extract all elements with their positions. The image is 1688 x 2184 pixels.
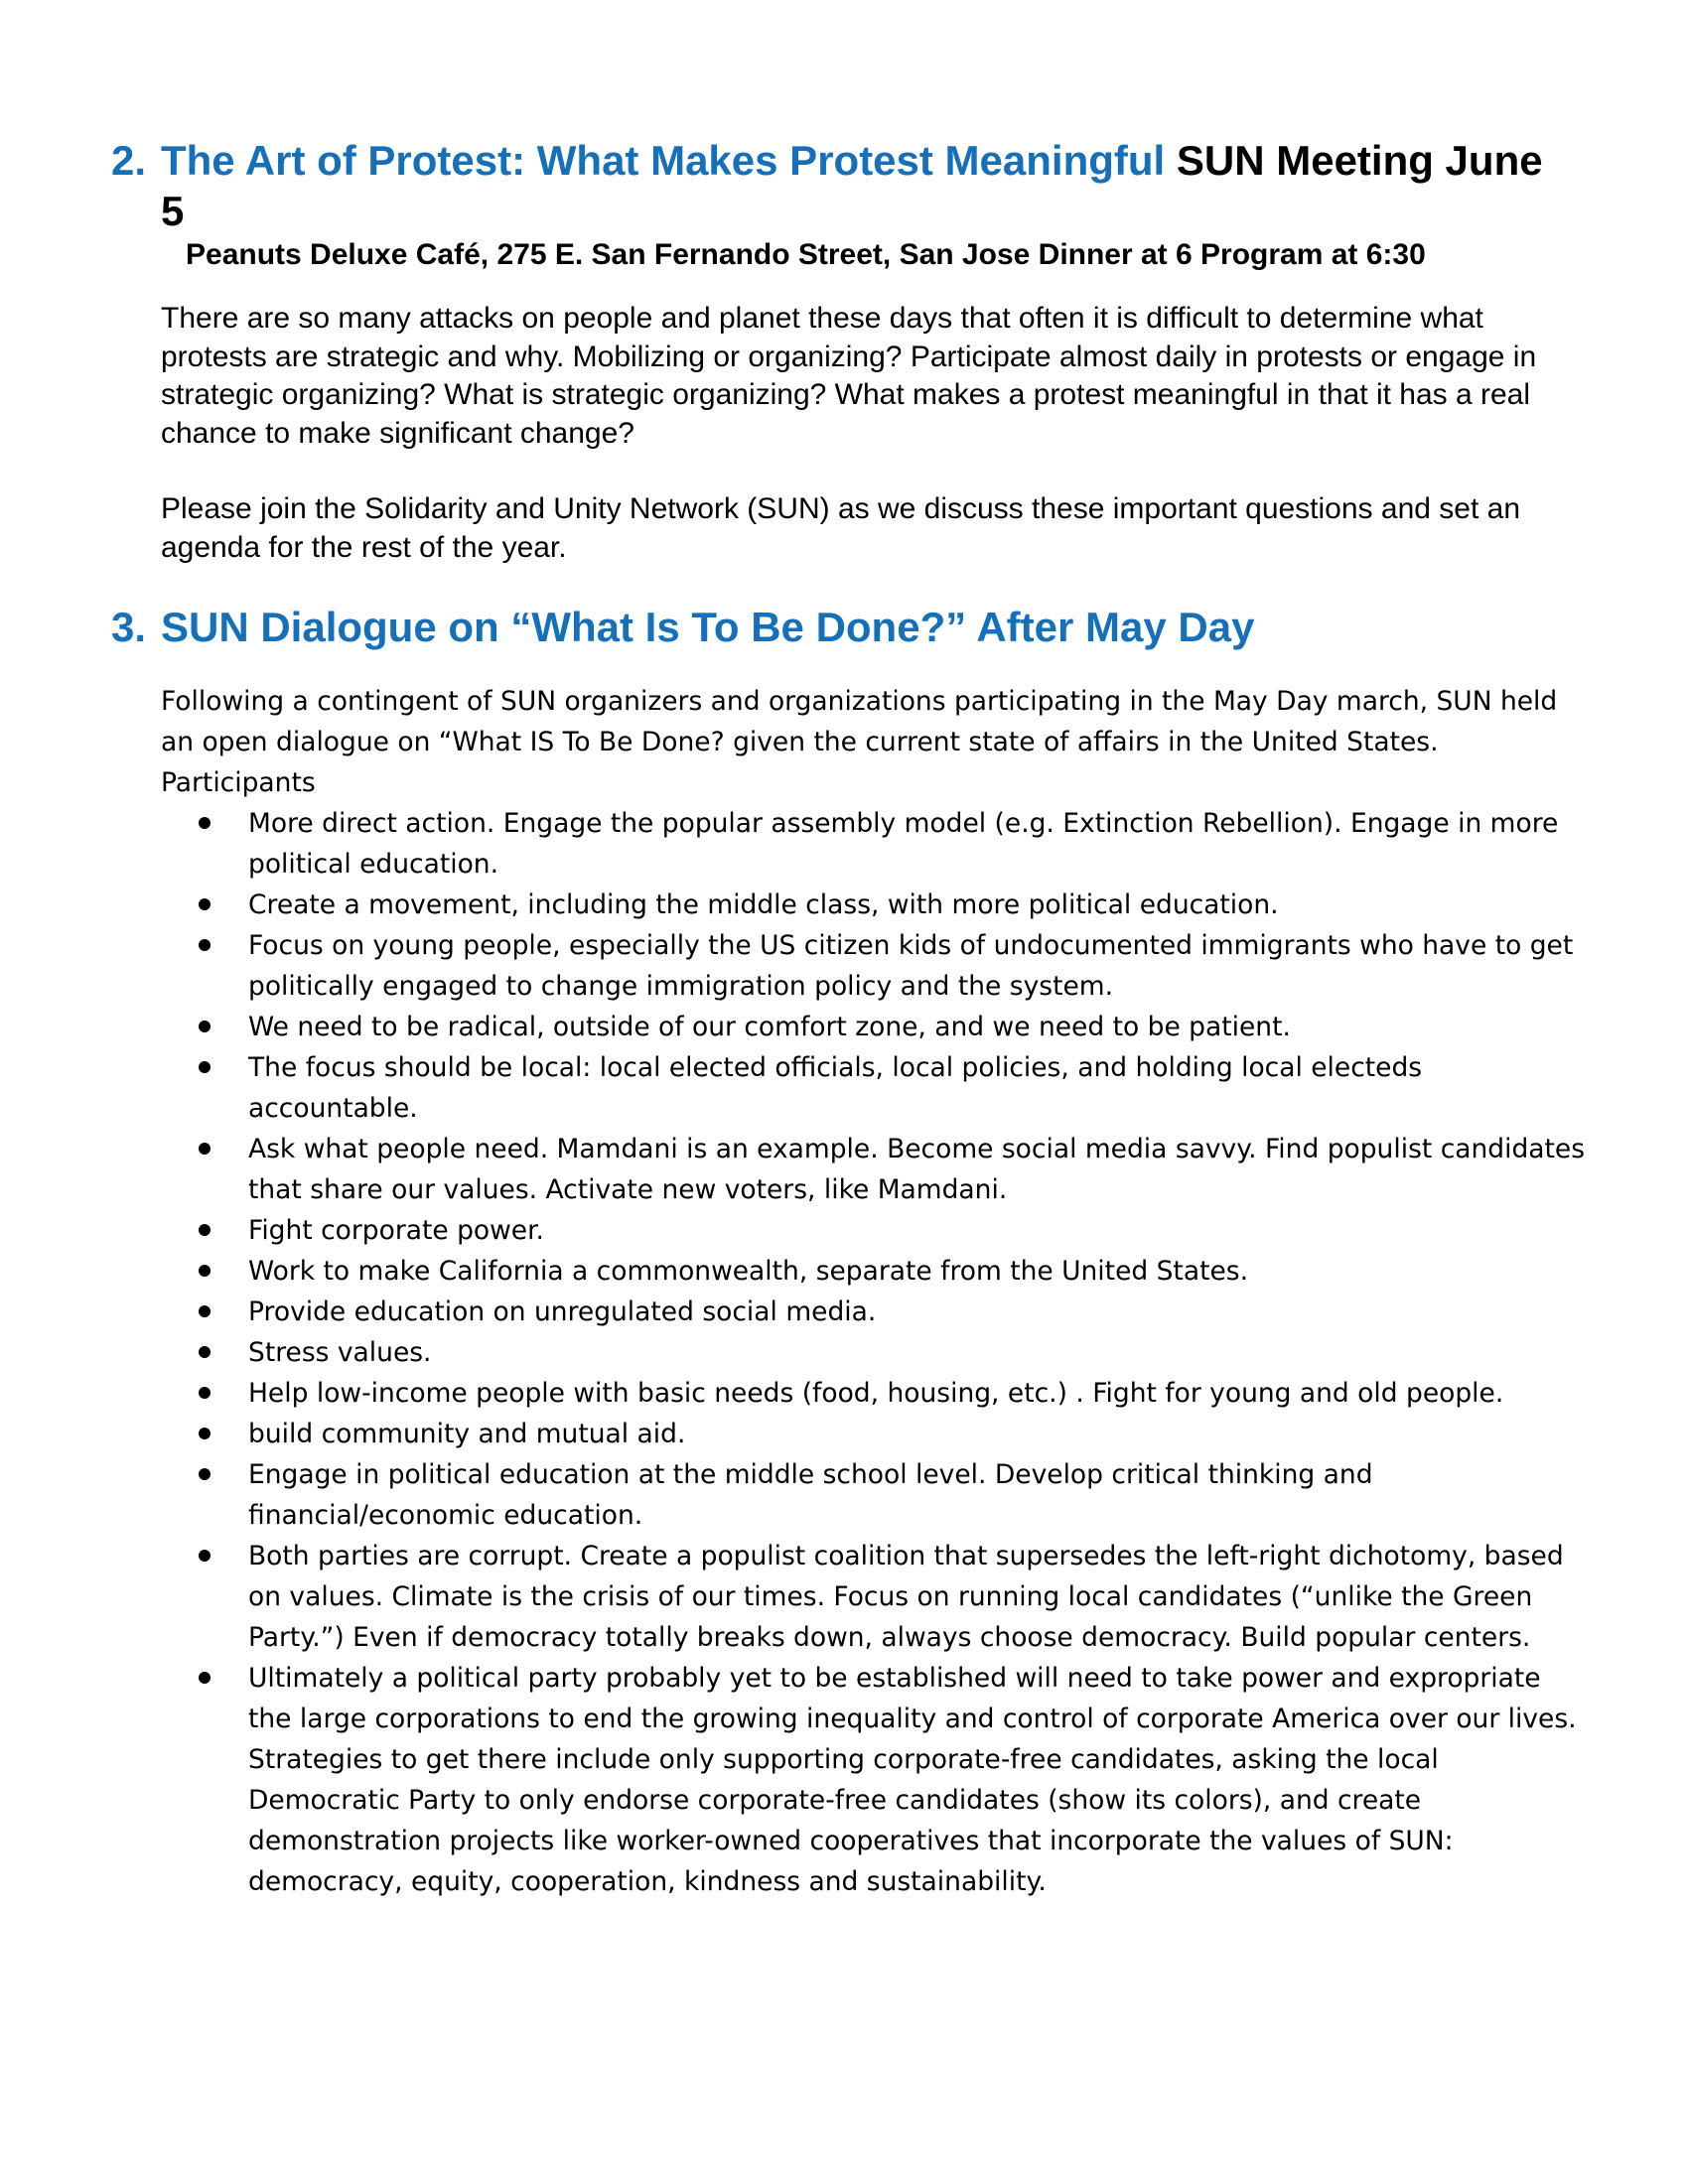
bullet-icon [199, 1143, 211, 1155]
bullet-icon [199, 1428, 211, 1439]
bullet-icon [199, 1387, 211, 1399]
section-2-heading [111, 135, 1561, 236]
list-item-text: Ultimately a political party probably yet to be established will need to take power and expropriate the large corporations to end the growing inequality and control of corporate America over our lives. Strategies to get there include only supporting corporate-free candidates, asking the local Democratic Party to only endorse corporate-free candidates (show its colors), and create demonstration projects like worker-owned cooperatives that incorporate the values of SUN: democracy, equity, cooperation, kindness and sustainability. [248, 1663, 1577, 1897]
list-item [161, 803, 1591, 885]
list-item-text: Engage in political education at the middle school level. Develop critical thinking and financial/economic education. [248, 1459, 1373, 1531]
section-3-intro: Following a contingent of SUN organizers and organizations participating in the May Day march, SUN held an open dialogue on “What IS To Be Done? given the current state of affairs in the United States. Participants [161, 686, 1558, 798]
section-2-title-blue: The Art of Protest: What Makes Protest Meaningful [161, 137, 1166, 184]
list-item [161, 925, 1591, 1007]
list-item [161, 1251, 1591, 1292]
bullet-icon [199, 1672, 211, 1684]
list-item [161, 1292, 1591, 1332]
list-item [161, 1658, 1591, 1902]
list-item [161, 1454, 1591, 1536]
list-item-text: build community and mutual aid. [248, 1419, 686, 1449]
section-3-number: 3. [111, 604, 147, 650]
list-item [161, 1007, 1591, 1047]
bullet-icon [199, 939, 211, 951]
bullet-icon [199, 1346, 211, 1358]
bullet-icon [199, 1550, 211, 1562]
list-item [161, 1536, 1591, 1658]
bullet-icon [199, 1468, 211, 1480]
list-item-text: The focus should be local: local elected officials, local policies, and holding local electeds accountable. [248, 1052, 1423, 1124]
list-item [161, 1129, 1591, 1210]
event-venue-line: Peanuts Deluxe Café, 275 E. San Fernando Street, San Jose Dinner at 6 Program at 6:30 [186, 238, 1426, 271]
list-item-text: Ask what people need. Mamdani is an example. Become social media savvy. Find populist candidates that share our values. Activate new voters, like Mamdani. [248, 1134, 1586, 1205]
dialogue-bullet-list [161, 803, 1591, 1902]
bullet-icon [199, 1265, 211, 1277]
list-item [161, 1414, 1591, 1454]
section-2-title [111, 135, 1561, 236]
list-item [161, 1210, 1591, 1251]
section-2-title-black: SUN Meeting June 5 [161, 137, 1543, 234]
list-item-text: Create a movement, including the middle class, with more political education. [248, 889, 1279, 920]
section-3-heading [111, 602, 1561, 652]
bullet-icon [199, 898, 211, 910]
list-item [161, 1047, 1591, 1129]
list-item [161, 885, 1591, 925]
list-item [161, 1332, 1591, 1373]
list-item-text: Stress values. [248, 1337, 432, 1368]
list-item-text: Provide education on unregulated social media. [248, 1297, 877, 1327]
list-item-text: Work to make California a commonwealth, separate from the United States. [248, 1256, 1248, 1287]
list-item-text: Focus on young people, especially the US citizen kids of undocumented immigrants who have to get politically engaged to change immigration policy and the system. [248, 930, 1574, 1002]
section-3-title: SUN Dialogue on “What Is To Be Done?” After May Day [161, 604, 1255, 650]
bullet-icon [199, 817, 211, 829]
bullet-icon [199, 1305, 211, 1317]
list-item-text: Help low-income people with basic needs (food, housing, etc.) . Fight for young and old people. [248, 1378, 1504, 1409]
section-2-number: 2. [111, 137, 147, 184]
list-item-text: Fight corporate power. [248, 1215, 544, 1246]
bullet-icon [199, 1061, 211, 1073]
list-item [161, 1373, 1591, 1414]
section-2-paragraph-2: Please join the Solidarity and Unity Network (SUN) as we discuss these important questions and set an agenda for the rest of the year. [161, 492, 1520, 564]
bullet-icon [199, 1224, 211, 1236]
bullet-icon [199, 1021, 211, 1032]
list-item-text: We need to be radical, outside of our comfort zone, and we need to be patient. [248, 1012, 1291, 1042]
section-2-paragraph-1: There are so many attacks on people and planet these days that often it is difficult to determine what protests are strategic and why. Mobilizing or organizing? Participate almost daily in protests or engage in strategic organizing? What is strategic organizing? What makes a protest meaningful in that it has a real chance to make significant change? [161, 302, 1537, 450]
list-item-text: Both parties are corrupt. Create a populist coalition that supersedes the left-right dichotomy, based on values. Climate is the crisis of our times. Focus on running local candidates (“unlike the Green Party.”) Even if democracy totally breaks down, always choose democracy. Build popular centers. [248, 1541, 1564, 1653]
list-item-text: More direct action. Engage the popular assembly model (e.g. Extinction Rebellion). Engage in more political education. [248, 808, 1559, 880]
